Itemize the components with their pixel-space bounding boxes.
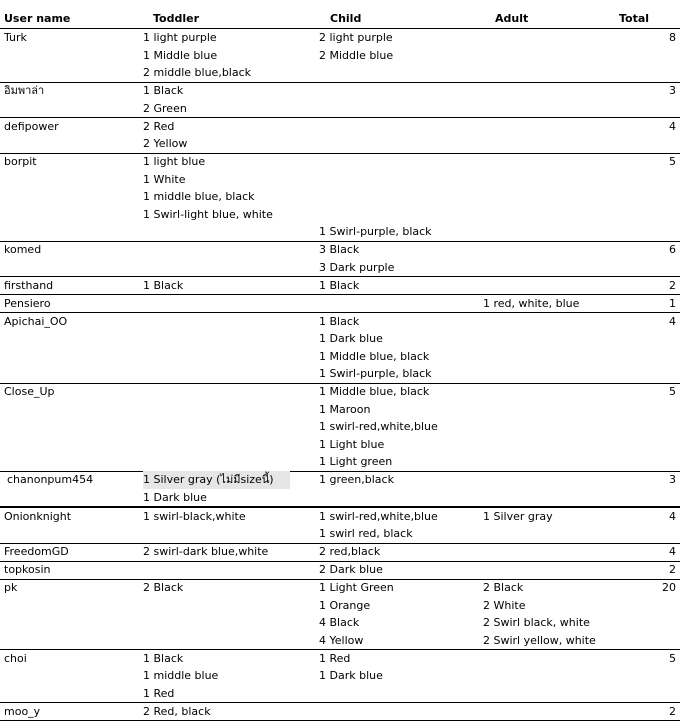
user-name-cell: komed [4,241,41,259]
total-cell: 4 [669,118,676,136]
total-cell: 5 [669,650,676,668]
table-row [0,650,680,704]
child-cell: 1 Black [319,313,359,331]
toddler-cell: 1 White [143,171,185,189]
table-row [0,241,680,277]
table-row [0,118,680,154]
total-cell: 2 [669,277,676,295]
child-cell: 1 Dark blue [319,667,383,685]
toddler-cell: 2 Yellow [143,135,187,153]
total-cell: 3 [669,471,676,489]
table-row [0,508,680,544]
user-name-cell: Turk [4,29,27,47]
total-cell: 5 [669,383,676,401]
child-cell: 1 swirl-red,white,blue [319,508,438,526]
adult-cell: 2 Swirl black, white [483,614,590,632]
total-cell: 3 [669,82,676,100]
table-row [0,579,680,650]
total-cell: 5 [669,153,676,171]
toddler-cell: 1 Middle blue [143,47,217,65]
child-cell: 2 Dark blue [319,561,383,579]
table-row [0,295,680,314]
user-name-cell: defipower [4,118,59,136]
toddler-cell: 1 middle blue, black [143,188,255,206]
toddler-cell: 1 Red [143,685,174,703]
header-total: Total [619,12,649,26]
total-cell: 8 [669,29,676,47]
toddler-cell: 1 Black [143,650,183,668]
user-name-cell: borpit [4,153,37,171]
user-name-cell: firsthand [4,277,53,295]
adult-cell: 2 White [483,597,525,615]
child-cell: 4 Black [319,614,359,632]
child-cell: 1 Swirl-purple, black [319,223,432,241]
toddler-cell: 1 Black [143,277,183,295]
user-name-cell: อิมพาล่า [4,82,44,100]
user-name-cell: FreedomGD [4,543,69,561]
toddler-cell: 1 Black [143,82,183,100]
total-cell: 20 [662,579,676,597]
child-cell: 2 light purple [319,29,393,47]
total-cell: 4 [669,508,676,526]
child-cell: 1 Maroon [319,401,370,419]
table-row [0,543,680,562]
toddler-cell: 1 swirl-black,white [143,508,246,526]
user-name-cell: Onionknight [4,508,71,526]
child-cell: 1 Black [319,277,359,295]
user-name-cell: chanonpum454 [7,471,93,489]
user-name-cell: Close_Up [4,383,55,401]
table-row [0,153,680,242]
child-cell: 3 Dark purple [319,259,394,277]
child-cell: 1 Light Green [319,579,394,597]
adult-cell: 2 Black [483,579,523,597]
adult-cell: 1 red, white, blue [483,295,579,313]
user-name-cell: Apichai_OO [4,313,67,331]
total-cell: 4 [669,313,676,331]
table-row [0,703,680,721]
toddler-cell: 1 Silver gray (ไม่มีsizeนี้) [143,471,290,489]
total-cell: 4 [669,543,676,561]
total-cell: 2 [669,703,676,721]
header-toddler: Toddler [153,12,199,26]
child-cell: 1 Dark blue [319,330,383,348]
header-adult: Adult [495,12,528,26]
child-cell: 1 Middle blue, black [319,383,429,401]
total-cell: 6 [669,241,676,259]
toddler-cell: 1 Swirl-light blue, white [143,206,273,224]
total-cell: 2 [669,561,676,579]
child-cell: 1 swirl-red,white,blue [319,418,438,436]
table-row [0,383,680,472]
child-cell: 1 Swirl-purple, black [319,365,432,383]
table-row [0,82,680,118]
child-cell: 1 Red [319,650,350,668]
child-cell: 1 Light green [319,453,392,471]
toddler-cell: 1 light purple [143,29,217,47]
toddler-cell: 2 Green [143,100,187,118]
toddler-cell: 2 swirl-dark blue,white [143,543,268,561]
table-row [0,29,680,83]
header-child: Child [330,12,361,26]
table-row [0,561,680,580]
toddler-cell: 1 light blue [143,153,205,171]
child-cell: 2 Middle blue [319,47,393,65]
toddler-cell: 1 Dark blue [143,489,207,507]
user-name-cell: Pensiero [4,295,51,313]
child-cell: 1 Orange [319,597,370,615]
child-cell: 4 Yellow [319,632,363,650]
table-row [0,277,680,296]
child-cell: 1 green,black [319,471,394,489]
total-cell: 1 [669,295,676,313]
adult-cell: 1 Silver gray [483,508,553,526]
user-name-cell: choi [4,650,27,668]
child-cell: 1 Light blue [319,436,384,454]
child-cell: 3 Black [319,241,359,259]
toddler-cell: 2 Black [143,579,183,597]
toddler-cell: 2 Red, black [143,703,211,721]
child-cell: 2 red,black [319,543,380,561]
child-cell: 1 Middle blue, black [319,348,429,366]
toddler-cell: 1 middle blue [143,667,218,685]
toddler-cell: 2 Red [143,118,174,136]
table-row [0,471,680,508]
toddler-cell: 2 middle blue,black [143,64,251,82]
user-name-cell: moo_y [4,703,40,721]
user-name-cell: pk [4,579,17,597]
adult-cell: 2 Swirl yellow, white [483,632,596,650]
user-name-cell: topkosin [4,561,51,579]
header-user-name: User name [4,12,70,26]
child-cell: 1 swirl red, black [319,525,413,543]
table-row [0,313,680,384]
